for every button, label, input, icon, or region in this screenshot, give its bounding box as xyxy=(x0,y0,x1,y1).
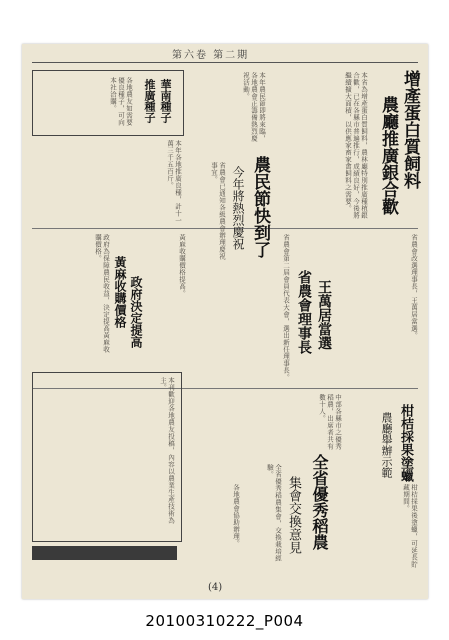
article-7-box xyxy=(32,70,184,136)
article-2-subhead: 省農會理事長 xyxy=(296,270,312,354)
notice-body: 本刊歡迎各地農友投稿，內容以農業生產技術為主。 xyxy=(159,377,175,524)
issue-label: 第六卷 第二期 xyxy=(172,50,250,61)
article-5-body-2: 省農會已通知各級農會辦理慶祝事宜。 xyxy=(210,162,226,260)
newspaper-page xyxy=(22,44,428,599)
article-5-headline: 農民節快到了 xyxy=(250,156,270,258)
image-caption: 20100310222_P004 xyxy=(145,612,304,630)
article-6-subhead: 黃麻收購價格 xyxy=(113,256,127,328)
article-2-headline: 王萬居當選 xyxy=(316,280,332,350)
article-7-headline: 華南種子 xyxy=(159,79,172,123)
article-4-body-2: 中部各縣市之優秀稻農，出席者共有數十人。 xyxy=(318,394,342,450)
article-6-body: 政府為保障農民收益，決定提高黃麻收購價格。 xyxy=(94,234,110,353)
article-1-body: 本省為增產蛋白質飼料，農林廳特別推廣種植銀合歡，已在各縣市普遍推行，成績良好，今後將繼續擴大面積，以供應家畜家禽飼料之需要。 xyxy=(344,72,368,219)
article-7-body: 各地農友如需要優良種子，可向本社洽購。 xyxy=(109,77,133,126)
article-4-subhead: 集會交換意見 xyxy=(286,476,301,554)
article-2-body: 省農會改選理事長，王萬居當選。 xyxy=(410,234,418,339)
article-3-subhead: 農廳舉辦示範 xyxy=(380,412,393,478)
notice-box xyxy=(32,372,182,542)
header-rule xyxy=(32,62,418,63)
article-7-body-2: 本年各地推廣良種，計十一萬三千五百斤。 xyxy=(166,140,182,224)
article-3-headline: 柑桔採果塗蠟 xyxy=(398,404,413,482)
article-6-body-2: 黃麻收購價格提高。 xyxy=(178,234,186,297)
article-1-headline: 增產蛋白質飼料 xyxy=(400,70,420,189)
article-2-body-2: 省農會第二屆會員代表大會，選出新任理事長。 xyxy=(282,234,290,381)
article-3-body: 柑桔採果後塗蠟，可延長貯藏期間。 xyxy=(402,484,418,568)
article-5-body: 本年農民節即將來臨，各地農會正籌備熱烈慶祝活動。 xyxy=(242,72,266,142)
advertisement-bar xyxy=(32,546,177,560)
page-header xyxy=(22,44,428,62)
article-4-body: 全省優秀稻農集會，交換栽培經驗。 xyxy=(266,464,282,562)
article-6-headline: 政府決定提高 xyxy=(129,276,143,348)
article-7-headline-2: 推廣種子 xyxy=(143,79,156,123)
article-6-body-3: 各地農會協助辦理。 xyxy=(232,484,240,547)
article-1-headline-2: 農廳推廣銀合歡 xyxy=(378,96,398,215)
page-number: (4) xyxy=(208,582,223,593)
article-5-subhead: 今年將熱烈慶祝 xyxy=(231,166,245,250)
article-4-headline: 全省優秀稻農 xyxy=(310,454,329,550)
